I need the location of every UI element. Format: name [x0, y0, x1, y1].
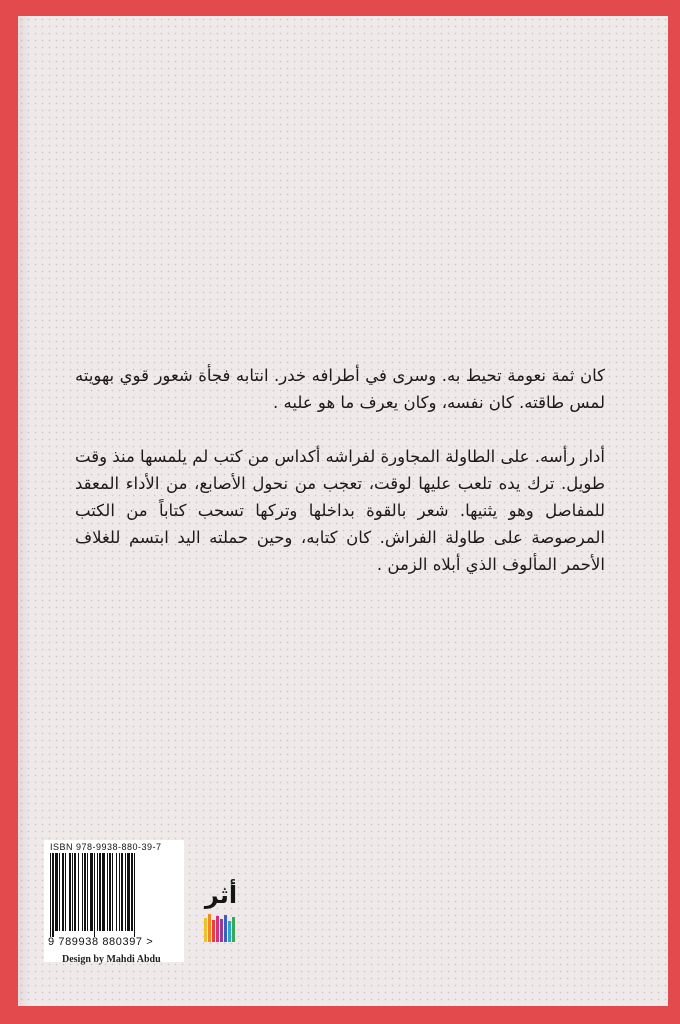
barcode-digits: 9 789938 880397 > [48, 936, 154, 948]
barcode-bar [65, 853, 66, 931]
barcode-bar [134, 853, 135, 937]
barcode-bar [102, 853, 105, 931]
barcode-bar [55, 853, 58, 931]
barcode-bar [82, 853, 83, 931]
isbn-label: ISBN 978-9938-880-39-7 [50, 842, 162, 852]
barcode-bar [112, 853, 113, 931]
barcode-bars [48, 853, 180, 937]
spine-shadow [18, 16, 30, 1006]
blurb-paragraph-2: أدار رأسه. على الطاولة المجاورة لفراشه أكداس من كتب لم يلمسها منذ وقت طويل. ترك يده تلعب عليها لوقت، تعجب من نحول الأصابع، من الأداء المعقد للمفاصل وهو يثنيها. شعر بالقوة بداخلها وتركها تسحب كتاباً من الكتب المرصوصة على طاولة الفراش. كان كتابه، وحين حملته اليد ابتسم للغلاف الأحمر المألوف الذي أبلاه الزمن . [75, 447, 605, 574]
barcode-bar [125, 853, 126, 931]
isbn-barcode [44, 840, 184, 962]
barcode-bar [74, 853, 76, 931]
design-credit: Design by Mahdi Abdu [62, 954, 161, 965]
barcode-bar [87, 853, 88, 931]
barcode-bar [116, 853, 117, 931]
barcode-bar [131, 853, 133, 931]
barcode-bar [90, 853, 93, 931]
barcode-bar [107, 853, 108, 931]
barcode-bar [84, 853, 86, 931]
barcode-bar [99, 853, 101, 931]
blurb-paragraph-1: كان ثمة نعومة تحيط به. وسرى في أطرافه خدر. انتابه فجأة شعور قوي بهويته لمس طاقته. كان نفسه، وكان يعرف ما هو عليه . [75, 366, 605, 412]
barcode-bar [119, 853, 120, 931]
barcode-bar [62, 853, 64, 931]
barcode-bar [59, 853, 60, 931]
barcode-bar [127, 853, 130, 931]
barcode-bar [72, 853, 73, 931]
barcode-bar [121, 853, 123, 931]
publisher-logo-text: أثر [204, 881, 238, 909]
barcode-bar [94, 853, 95, 937]
barcode-bar [52, 853, 54, 937]
barcode-bar [78, 853, 79, 931]
barcode-bar [109, 853, 111, 931]
publisher-logo-bars-icon [204, 914, 240, 944]
barcode-bar [50, 853, 51, 937]
blurb-text [75, 362, 605, 578]
publisher-logo [198, 880, 244, 950]
barcode-bar [97, 853, 98, 931]
barcode-bar [69, 853, 71, 931]
